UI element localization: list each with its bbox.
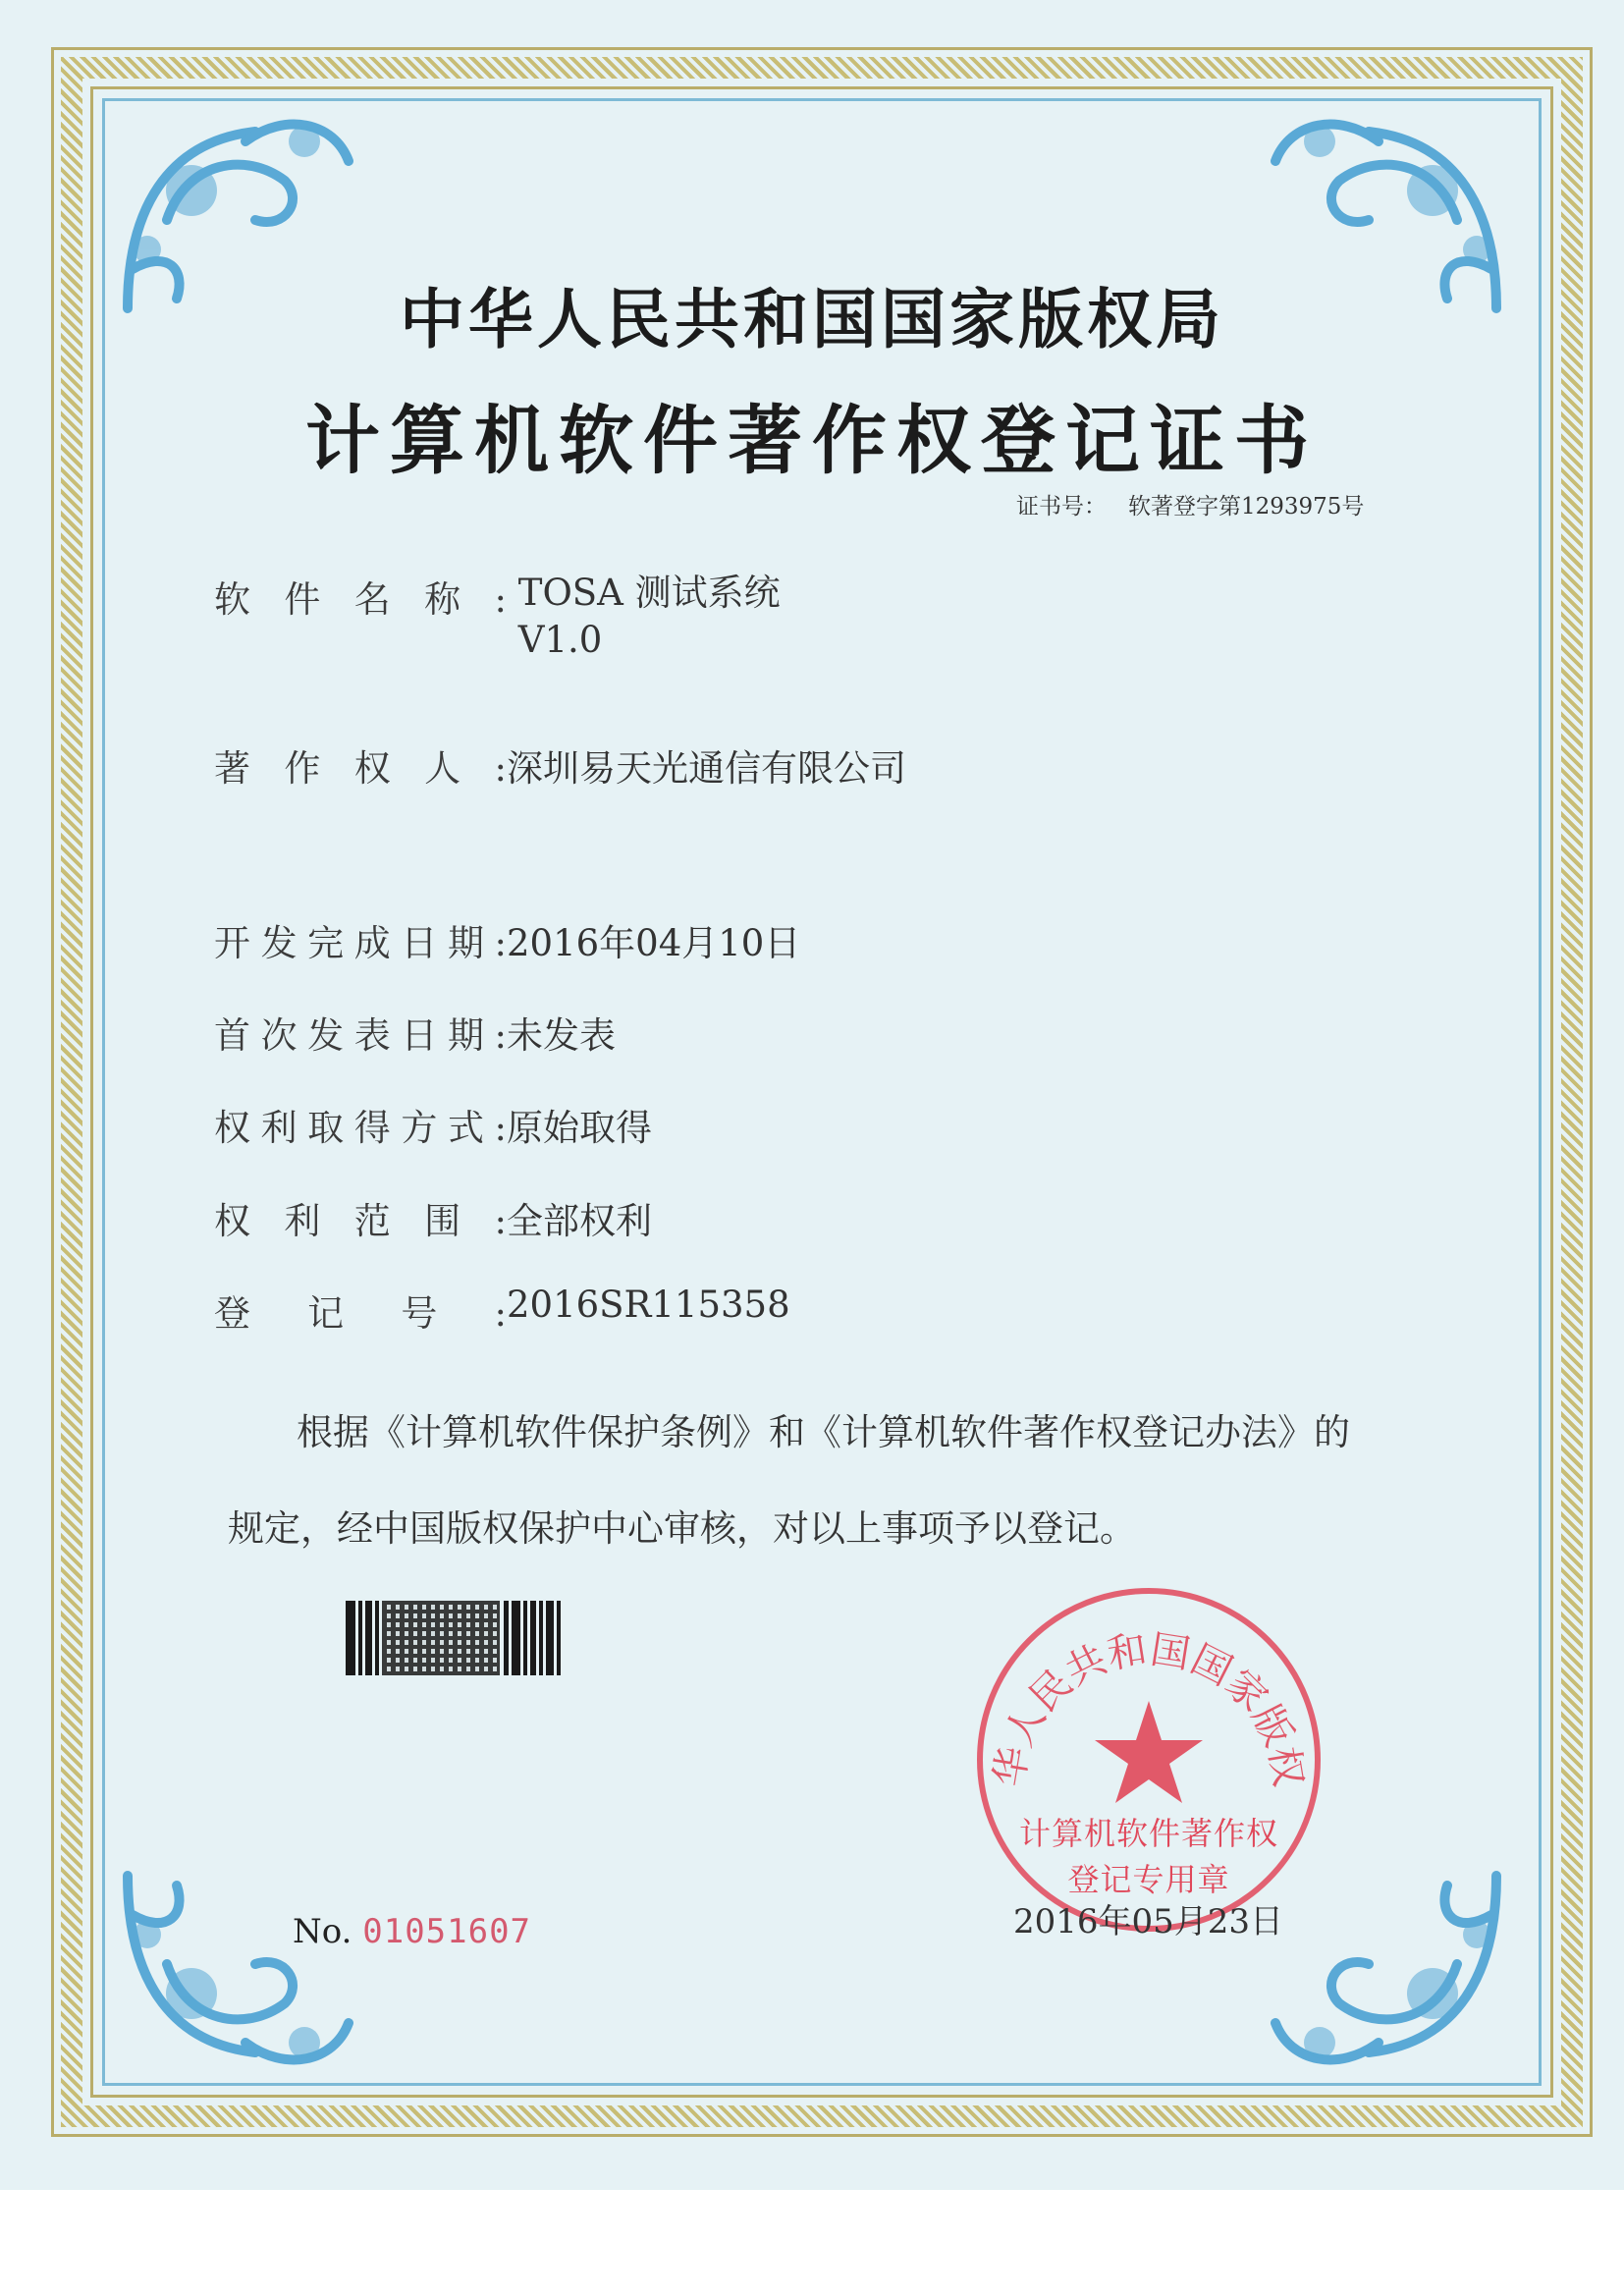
certificate-number-value: 软著登字第1293975号 (1128, 494, 1365, 519)
field-value: 2016年04月10日 (507, 922, 801, 964)
seal-star-icon (1095, 1701, 1203, 1803)
statement-line-1: 根据《计算机软件保护条例》和《计算机软件著作权登记办法》的 (297, 1411, 1350, 1453)
seal-line-1: 计算机软件著作权 (1018, 1815, 1278, 1852)
certificate-title: 计算机软件著作权登记证书 (305, 397, 1319, 484)
field-label: 权利取得方式: (214, 1107, 507, 1149)
field-value: 深圳易天光通信有限公司 (507, 747, 906, 790)
field-copyright-owner (214, 738, 906, 792)
field-rights-scope (214, 1191, 652, 1244)
field-label: 权利范围: (214, 1200, 507, 1242)
field-value-name: TOSA 测试系统 (517, 572, 781, 614)
field-label: 首次发表日期: (214, 1014, 507, 1057)
field-acquisition-method (214, 1098, 652, 1151)
issue-date: 2016年05月23日 (1013, 1902, 1284, 1941)
field-first-publish-date (214, 1006, 616, 1059)
field-label: 登记号: (214, 1292, 507, 1335)
field-value-version: V1.0 (517, 619, 603, 661)
field-registration-no (214, 1284, 790, 1337)
corner-ornament-icon (108, 1856, 363, 2082)
scan-margin (0, 2190, 1624, 2296)
field-value: 原始取得 (507, 1107, 652, 1149)
field-value: 全部权利 (507, 1200, 652, 1242)
field-label: 著作权人: (214, 747, 507, 790)
serial-value: 01051607 (362, 1912, 532, 1951)
field-value: 2016SR115358 (507, 1284, 790, 1326)
seal-line-2: 登记专用章 (1067, 1861, 1230, 1898)
official-seal (972, 1583, 1326, 1937)
statement-line-2: 规定，经中国版权保护中心审核，对以上事项予以登记。 (228, 1507, 1136, 1550)
field-software-name (214, 570, 781, 664)
certificate-number (1016, 488, 1385, 520)
barcode-icon (346, 1601, 573, 1675)
serial-prefix: No. (293, 1912, 352, 1951)
seal-arc-text: 华人民共和国国家版权 (986, 1626, 1312, 1790)
issuer-title: 中华人民共和国国家版权局 (400, 281, 1224, 357)
certificate-number-label: 证书号： (1016, 494, 1107, 519)
field-value: 未发表 (507, 1014, 616, 1057)
field-label: 开发完成日期: (214, 922, 507, 964)
field-completion-date (214, 913, 800, 966)
serial-number (293, 1912, 531, 1951)
field-label: 软件名称: (214, 578, 507, 621)
